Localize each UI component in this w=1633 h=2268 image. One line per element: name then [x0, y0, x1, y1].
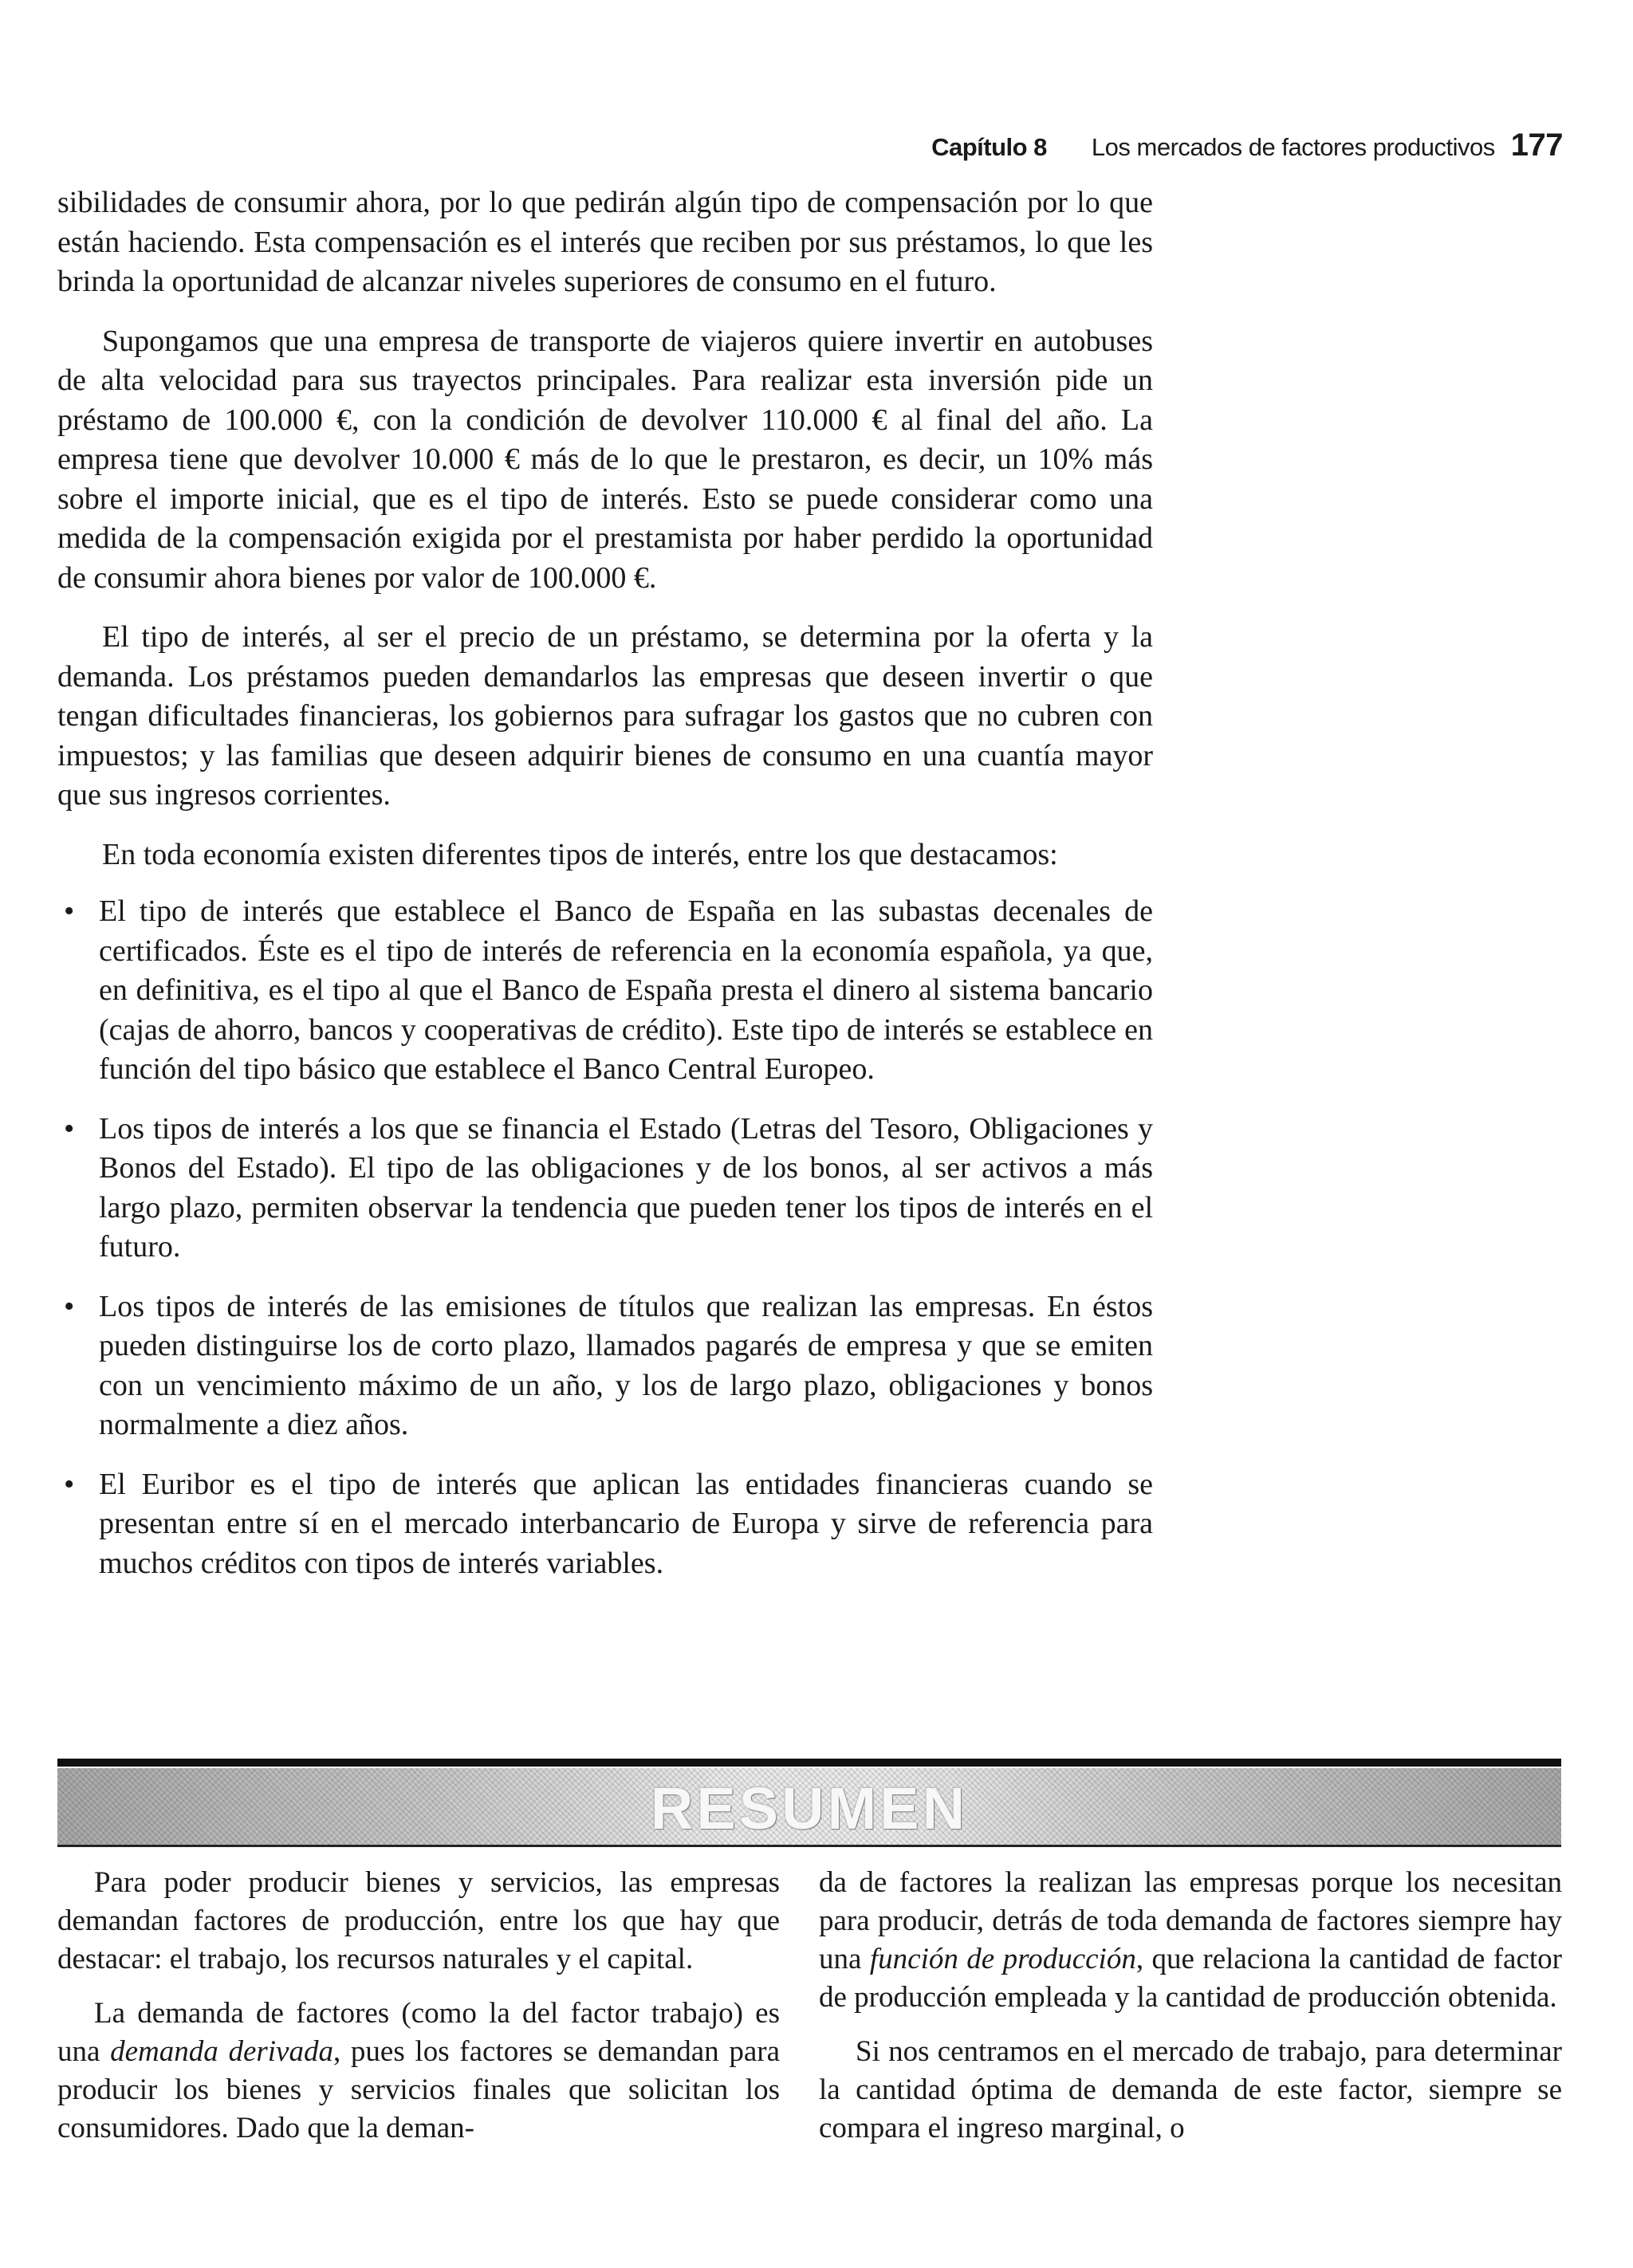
summary-paragraph: La demanda de factores (como la del factor trabajo) es una demanda derivada, pues los factores se demandan para producir los bienes y servicios finales que solicitan los consumidores. Dado que la deman-: [57, 1997, 780, 2144]
list-item: • El tipo de interés que establece el Banco de España en las subastas decenales de certificados. Éste es el tipo de interés de referencia en la economía española, ya que, en definitiva, es el tipo al que el Banco de España presta el dinero al sistema bancario (cajas de ahorro, bancos y cooperativas de crédito). Este tipo de interés se establece en función del tipo básico que establece el Banco Central Europeo.: [57, 892, 1153, 1090]
bullet-icon: •: [64, 1111, 75, 1146]
bullet-icon: •: [64, 1467, 75, 1501]
divider: [57, 1845, 1561, 1847]
section-title: Los mercados de factores productivos: [1091, 133, 1495, 161]
bullet-icon: •: [64, 894, 75, 928]
paragraph-types-intro: En toda economía existen diferentes tipos de interés, entre los que destacamos:: [102, 837, 1058, 871]
paragraph-continuation: sibilidades de consumir ahora, por lo que pedirán algún tipo de compensación por lo que están haciendo. Esta compensación es el interés que reciben por sus préstamos, lo que les brinda la oportunidad de alcanzar niveles superiores de consumo en el futuro.: [57, 186, 1153, 298]
emphasis-term: demanda derivada: [110, 2035, 333, 2068]
running-header: [0, 128, 1563, 163]
divider: [57, 1759, 1561, 1767]
summary-column-left: [57, 1864, 780, 2164]
summary-column-right: [819, 1864, 1562, 2164]
bullet-icon: •: [64, 1289, 75, 1323]
list-item: • El Euribor es el tipo de interés que aplican las entidades financieras cuando se presentan entre sí en el mercado interbancario de Europa y sirve de referencia para muchos créditos con tipos de interés variables.: [57, 1465, 1153, 1584]
summary-title: RESUMEN: [650, 1775, 969, 1842]
list-item: • Los tipos de interés a los que se financia el Estado (Letras del Tesoro, Obligaciones y Bonos del Estado). El tipo de las obligaciones y de los bonos, al ser activos a más largo plazo, permiten observar la tendencia que pueden tener los tipos de interés en el futuro.: [57, 1110, 1153, 1268]
summary-paragraph: Si nos centramos en el mercado de trabajo, para determinar la cantidad óptima de demanda de este factor, siempre se compara el ingreso marginal, o: [819, 2035, 1562, 2144]
summary-paragraph: da de factores la realizan las empresas porque los necesitan para producir, detrás de toda demanda de factores siempre hay una función de producción, que relaciona la cantidad de factor de producción empleada y la cantidad de producción obtenida.: [819, 1866, 1562, 2014]
list-item: • Los tipos de interés de las emisiones de títulos que realizan las empresas. En éstos pueden distinguirse los de corto plazo, llamados pagarés de empresa y que se emiten con un vencimiento máximo de un año, y los de largo plazo, obligaciones y bonos normalmente a diez años.: [57, 1287, 1153, 1445]
summary-paragraph: Para poder producir bienes y servicios, las empresas demandan factores de producción, entre los que hay que destacar: el trabajo, los recursos naturales y el capital.: [57, 1866, 780, 1975]
emphasis-term: función de producción: [869, 1943, 1136, 1975]
summary-banner: [57, 1768, 1561, 1845]
paragraph-interest-rate: El tipo de interés, al ser el precio de un préstamo, se determina por la oferta y la demanda. Los préstamos pueden demandarlos las empresas que deseen invertir o que tengan dificultades financieras, los gobiernos para sufragar los gastos que no cubren con impuestos; y las familias que deseen adquirir bienes de consumo en una cuantía mayor que sus ingresos corrientes.: [57, 620, 1153, 812]
chapter-label: Capítulo 8: [931, 133, 1047, 161]
main-text: [57, 183, 1153, 1603]
page-number: 177: [1510, 128, 1563, 163]
paragraph-loan-example: Supongamos que una empresa de transporte de viajeros quiere invertir en autobuses de alta velocidad para sus trayectos principales. Para realizar esta inversión pide un préstamo de 100.000 €, con la condición de devolver 110.000 € al final del año. La empresa tiene que devolver 10.000 € más de lo que le prestaron, es decir, un 10% más sobre el importe inicial, que es el tipo de interés. Esto se puede considerar como una medida de la compensación exigida por el prestamista por haber perdido la oportunidad de consumir ahora bienes por valor de 100.000 €.: [57, 324, 1153, 595]
interest-types-list: [57, 892, 1153, 1583]
